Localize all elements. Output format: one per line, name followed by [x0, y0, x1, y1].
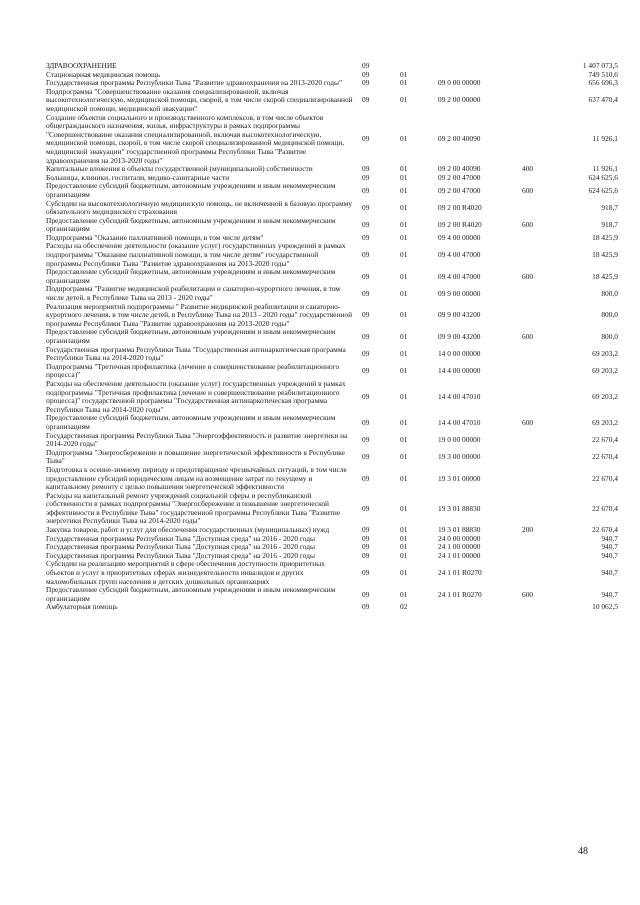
- row-subsection-code: 01: [400, 172, 408, 182]
- row-name: Расходы на обеспечение деятельности (оказание услуг) государственных учреждений в рамках подпрограммы "Третичная профилактика (лечение и совершенствование реабилитационного процесса)" государственной программы "Государственная антинаркотическая программа Республики Тыва на 2014-2020 годы": [46, 378, 346, 414]
- row-section-code: 09: [362, 95, 370, 105]
- row-amount: 22 670,4: [592, 473, 618, 483]
- row-amount: 69 203,2: [592, 366, 618, 376]
- table-row: [46, 586, 618, 603]
- row-subsection-code: 01: [400, 202, 408, 212]
- table-row: [46, 328, 618, 345]
- row-subsection-code: 01: [400, 568, 408, 578]
- row-name: ЗДРАВООХРАНЕНИЕ: [46, 61, 117, 70]
- table-row: [46, 466, 618, 492]
- row-target-article: 14 4 00 47010: [438, 417, 481, 427]
- row-target-article: 09 2 00 00000: [438, 95, 481, 105]
- row-subsection-code: 02: [400, 602, 408, 612]
- table-row: [46, 449, 618, 466]
- row-name: Больницы, клиники, госпитали, медико-санитарные части: [46, 172, 230, 182]
- row-name: Государственная программа Республики Тыва "Государственная антинаркотическая программа Республики Тыва на 2014-2020 годы": [46, 344, 346, 363]
- row-subsection-code: 01: [400, 550, 408, 560]
- row-section-code: 09: [362, 331, 370, 341]
- row-name: Создание объектов социального и производственного комплексов, в том числе объектов общегражданского назначения, жилья, инфраструктуры в рамках подпрограммы "Совершенствование оказания специализированной, включая высокотехнологическую, медицинской помощи, скорой, в том числе скорой специализированной медицинской помощи, медицинской эвакуации" государственной программы Республики Тыва "Развитие здравоохранения на 2013-2020 годы": [46, 112, 345, 165]
- row-name: Подпрограмма "Энергосбережение и повышение энергетической эффективности в Республике Тыва": [46, 447, 345, 466]
- row-amount: 940,7: [601, 568, 618, 578]
- row-section-code: 09: [362, 550, 370, 560]
- row-name: Государственная программа Республики Тыва "Доступная среда" на 2016 - 2020 годы: [46, 533, 315, 543]
- row-target-article: 09 2 00 40090: [438, 134, 481, 144]
- row-name: Предоставление субсидий бюджетным, автономным учреждениям и иным некоммерческим организациям: [46, 327, 336, 345]
- row-section-code: 09: [362, 503, 370, 513]
- row-name: Закупка товаров, работ и услуг для обеспечения государственных (муниципальных) нужд: [46, 525, 330, 535]
- row-section-code: 09: [362, 185, 370, 195]
- row-subsection-code: 01: [400, 185, 408, 195]
- table-row: [46, 242, 618, 268]
- row-target-article: 19 3 01 00000: [438, 473, 481, 483]
- row-target-article: 14 0 00 00000: [438, 348, 481, 358]
- row-name: Подпрограмма "Оказание паллиативной помощи, в том числе детям": [46, 232, 264, 242]
- table-row: [46, 492, 618, 526]
- table-row: [46, 88, 618, 114]
- row-target-article: 09 2 00 R4020: [438, 219, 482, 229]
- table-row: [46, 182, 618, 199]
- row-expense-type: 600: [522, 589, 534, 599]
- row-amount: 918,7: [601, 219, 618, 229]
- row-subsection-code: 01: [400, 391, 408, 401]
- row-name: Стационарная медицинская помощь: [46, 69, 161, 79]
- row-name: Амбулаторная помощь: [46, 602, 118, 612]
- row-amount: 22 670,4: [592, 434, 618, 444]
- table-row: [46, 217, 618, 234]
- row-target-article: 14 4 00 47010: [438, 391, 481, 401]
- row-subsection-code: 01: [400, 589, 408, 599]
- row-amount: 22 670,4: [592, 525, 618, 535]
- row-name: Реализация мероприятий подпрограммы " Развитие медицинской реабилитации и санаторно-курортного лечения, в том числе детей, в Республике Тыва на 2013 - 2020 годы" государственной программы Республики Тыва "Развитие здравоохранения на 2013-2020 годы": [46, 301, 353, 328]
- table-row: [46, 560, 618, 586]
- row-subsection-code: 01: [400, 348, 408, 358]
- row-amount: 18 425,9: [592, 232, 618, 242]
- row-subsection-code: 01: [400, 288, 408, 298]
- row-target-article: 19 0 00 00000: [438, 434, 481, 444]
- row-amount: 11 926,1: [592, 164, 618, 174]
- row-amount: 18 425,9: [592, 271, 618, 281]
- row-amount: 940,7: [601, 542, 618, 552]
- table-row: [46, 200, 618, 217]
- row-section-code: 09: [362, 542, 370, 552]
- row-name: Предоставление субсидий бюджетным, автономным учреждениям и иным некоммерческим организациям: [46, 215, 336, 234]
- row-target-article: 19 3 01 88830: [438, 525, 481, 535]
- row-subsection-code: 01: [400, 164, 408, 174]
- table-row: [46, 603, 618, 612]
- row-expense-type: 600: [522, 219, 534, 229]
- row-name: Предоставление субсидий бюджетным, автономным учреждениям и иным некоммерческим организациям: [46, 181, 336, 199]
- row-target-article: 14 4 00 00000: [438, 366, 481, 376]
- row-amount: 940,7: [601, 533, 618, 543]
- row-section-code: 09: [362, 568, 370, 578]
- row-target-article: 09 2 00 47000: [438, 172, 481, 182]
- row-subsection-code: 01: [400, 525, 408, 535]
- row-subsection-code: 01: [400, 95, 408, 105]
- row-name: Расходы на капитальный ремонт учреждений социальной сферы и республиканской собственности в рамках подпрограммы "Энергосбережение и повышение энергетической эффективности в Республике Тыва" государственной программы Республики Тыва "Развитие энергетики Республики Тыва на 2014-2020 годы": [46, 490, 341, 526]
- row-subsection-code: 01: [400, 473, 408, 483]
- row-amount: 940,7: [601, 589, 618, 599]
- row-section-code: 09: [362, 271, 370, 281]
- row-amount: 656 696,3: [588, 78, 618, 88]
- row-name: Расходы на обеспечение деятельности (оказание услуг) государственных учреждений в рамках подпрограммы "Оказание паллиативной помощи, в том числе детям" государственной программы Республики Тыва "Развитие здравоохранения на 2013-2020 годы": [46, 241, 346, 268]
- row-subsection-code: 01: [400, 271, 408, 281]
- row-name: Субсидии на реализацию мероприятий в сфере обеспечения доступности приоритетных объектов и услуг в приоритетных сферах жизнедеятельности инвалидов и других маломобильных групп населения в детских дошкольных организациях: [46, 559, 325, 586]
- row-section-code: 09: [362, 310, 370, 320]
- table-row: [46, 414, 618, 431]
- row-amount: 10 062,5: [592, 602, 618, 612]
- row-amount: 69 203,2: [592, 348, 618, 358]
- table-row: [46, 268, 618, 285]
- row-name: Субсидии на высокотехнологичную медицинскую помощь, не включенной в базовую программу обязательного медицинского страхования: [46, 198, 353, 217]
- row-name: Предоставление субсидий бюджетным, автономным учреждениям и иным некоммерческим организациям: [46, 413, 336, 431]
- row-name: Подпрограмма "Третичная профилактика (лечение и совершенствование реабилитационного процесса)": [46, 361, 340, 380]
- row-target-article: 09 4 00 47000: [438, 250, 481, 260]
- row-amount: 749 510,6: [588, 69, 618, 79]
- row-section-code: 09: [362, 417, 370, 427]
- row-target-article: 09 9 00 00000: [438, 288, 481, 298]
- row-section-code: 09: [362, 525, 370, 535]
- row-amount: 11 926,1: [592, 134, 618, 144]
- row-amount: 69 203,2: [592, 417, 618, 427]
- row-target-article: 09 2 00 R4020: [438, 202, 482, 212]
- row-amount: 18 425,9: [592, 250, 618, 260]
- row-name: Государственная программа Республики Тыва "Энергоэффективность и развитие энергетики на 2014-2020 годы": [46, 430, 348, 449]
- row-name: Предоставление субсидий бюджетным, автономным учреждениям и иным некоммерческим организациям: [46, 267, 336, 285]
- row-section-code: 09: [362, 219, 370, 229]
- row-subsection-code: 01: [400, 78, 408, 88]
- row-target-article: 09 9 00 43200: [438, 310, 481, 320]
- row-section-code: 09: [362, 366, 370, 376]
- row-target-article: 09 4 00 47000: [438, 271, 481, 281]
- row-section-code: 09: [362, 232, 370, 242]
- row-subsection-code: 01: [400, 542, 408, 552]
- table-row: [46, 432, 618, 449]
- row-target-article: 09 9 00 43200: [438, 331, 481, 341]
- row-section-code: 09: [362, 391, 370, 401]
- row-name: Подпрограмма "Совершенствование оказания специализированной, включая высокотехнологическую, медицинской помощи, скорой, в том числе скорой специализированной медицинской помощи, медицинской эвакуации": [46, 86, 353, 113]
- row-amount: 624 625,6: [588, 172, 618, 182]
- row-expense-type: 600: [522, 417, 534, 427]
- table-row: [46, 380, 618, 414]
- row-amount: 800,0: [601, 288, 618, 298]
- table-row: [46, 363, 618, 380]
- row-target-article: 19 3 00 00000: [438, 452, 481, 462]
- row-name: Подготовка к осенне-зимнему периоду и предотвращение чрезвычайных ситуаций, в том числе предоставление субсидий юридическим лицам на возмещение затрат по текущему и капитальному ремонту с целью повышения энергетической эффективности: [46, 464, 347, 492]
- row-target-article: 09 0 00 00000: [438, 78, 481, 88]
- row-section-code: 09: [362, 589, 370, 599]
- row-name: Капитальные вложения в объекты государственной (муниципальной) собственности: [46, 164, 313, 174]
- row-subsection-code: 01: [400, 219, 408, 229]
- table-row: [46, 285, 618, 302]
- row-section-code: 09: [362, 533, 370, 543]
- row-target-article: 24 1 01 R0270: [438, 568, 482, 578]
- row-target-article: 19 3 01 88830: [438, 503, 481, 513]
- table-row: [46, 303, 618, 329]
- row-subsection-code: 01: [400, 503, 408, 513]
- row-subsection-code: 01: [400, 134, 408, 144]
- row-amount: 1 407 073,5: [582, 61, 618, 70]
- row-expense-type: 600: [522, 331, 534, 341]
- row-subsection-code: 01: [400, 417, 408, 427]
- row-target-article: 24 1 01 R0270: [438, 589, 482, 599]
- row-target-article: 24 1 00 00000: [438, 542, 481, 552]
- row-section-code: 09: [362, 250, 370, 260]
- row-section-code: 09: [362, 134, 370, 144]
- row-section-code: 09: [362, 602, 370, 612]
- row-section-code: 09: [362, 288, 370, 298]
- row-amount: 624 625,6: [588, 185, 618, 195]
- row-name: Государственная программа Республики Тыва "Доступная среда" на 2016 - 2020 годы: [46, 542, 315, 552]
- row-name: Предоставление субсидий бюджетным, автономным учреждениям и иным некоммерческим организациям: [46, 585, 336, 603]
- table-row: [46, 346, 618, 363]
- row-section-code: 09: [362, 61, 370, 70]
- row-section-code: 09: [362, 69, 370, 79]
- row-name: Государственная программа Республики Тыва "Развитие здравоохранения на 2013-2020 годы": [46, 78, 343, 88]
- budget-table: [46, 62, 618, 612]
- row-expense-type: 400: [522, 164, 534, 174]
- row-subsection-code: 01: [400, 250, 408, 260]
- row-amount: 69 203,2: [592, 391, 618, 401]
- row-section-code: 09: [362, 434, 370, 444]
- row-subsection-code: 01: [400, 366, 408, 376]
- row-amount: 918,7: [601, 202, 618, 212]
- row-section-code: 09: [362, 78, 370, 88]
- row-subsection-code: 01: [400, 452, 408, 462]
- row-section-code: 09: [362, 202, 370, 212]
- row-amount: 22 670,4: [592, 452, 618, 462]
- table-row: [46, 114, 618, 166]
- row-expense-type: 600: [522, 271, 534, 281]
- row-target-article: 09 2 00 47000: [438, 185, 481, 195]
- row-name: Подпрограмма "Развитие медицинской реабилитации и санаторно-курортного лечения, в том числе детей, в Республике Тыва на 2013 - 2020 годы": [46, 284, 340, 303]
- row-amount: 637 470,4: [588, 95, 618, 105]
- row-subsection-code: 01: [400, 434, 408, 444]
- row-subsection-code: 01: [400, 331, 408, 341]
- row-target-article: 24 0 00 00000: [438, 533, 481, 543]
- row-target-article: 09 4 00 00000: [438, 232, 481, 242]
- row-target-article: 09 2 00 40090: [438, 164, 481, 174]
- row-subsection-code: 01: [400, 232, 408, 242]
- row-section-code: 09: [362, 164, 370, 174]
- row-amount: 800,0: [601, 331, 618, 341]
- row-expense-type: 600: [522, 185, 534, 195]
- row-amount: 22 670,4: [592, 503, 618, 513]
- row-section-code: 09: [362, 452, 370, 462]
- row-amount: 940,7: [601, 550, 618, 560]
- row-section-code: 09: [362, 473, 370, 483]
- row-subsection-code: 01: [400, 310, 408, 320]
- row-section-code: 09: [362, 172, 370, 182]
- row-subsection-code: 01: [400, 533, 408, 543]
- row-amount: 800,0: [601, 310, 618, 320]
- row-section-code: 09: [362, 348, 370, 358]
- page-number: 48: [578, 846, 588, 857]
- row-target-article: 24 1 01 00000: [438, 550, 481, 560]
- row-name: Государственная программа Республики Тыва "Доступная среда" на 2016 - 2020 годы: [46, 550, 315, 560]
- row-subsection-code: 01: [400, 69, 408, 79]
- row-expense-type: 200: [522, 525, 534, 535]
